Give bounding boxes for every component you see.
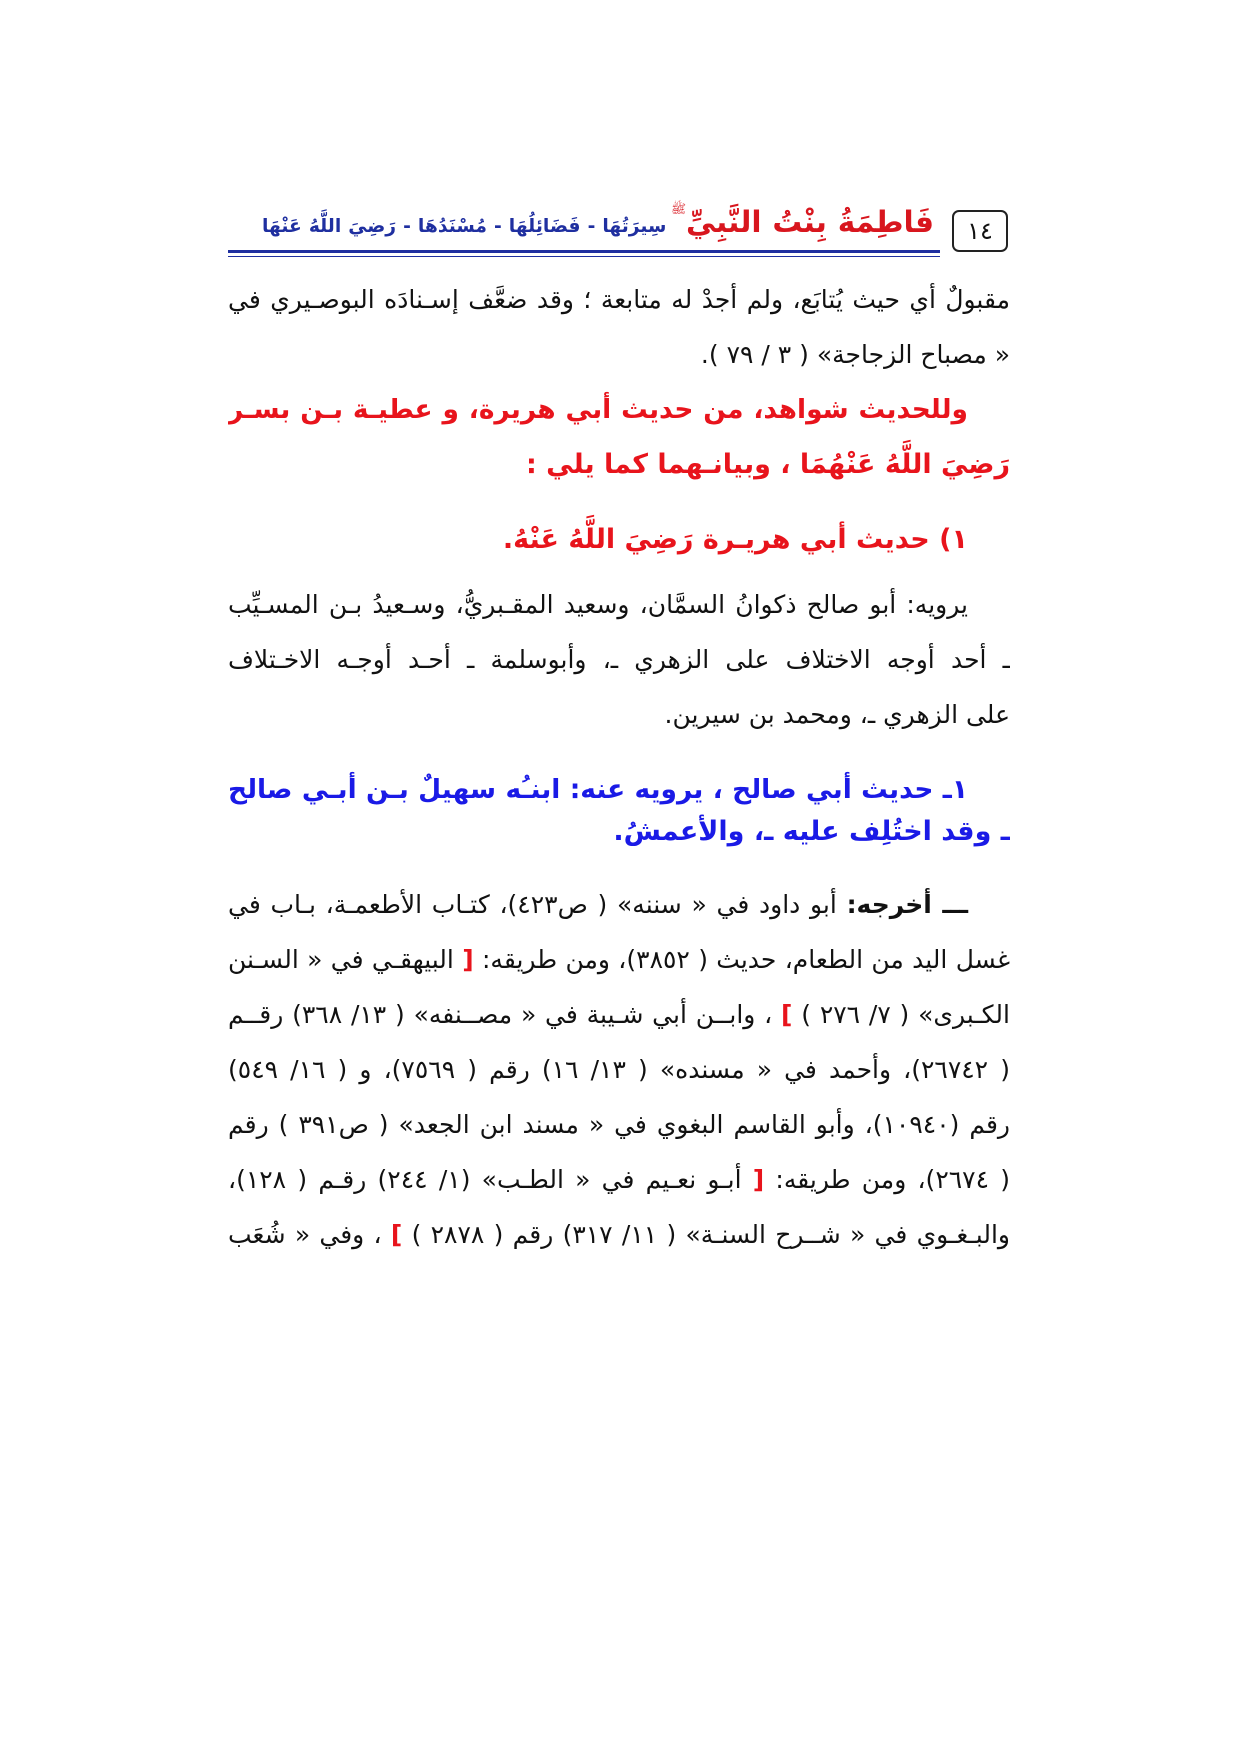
text-segment: والبـغـوي في « شــرح السنـة» ( ١١/ ٣١٧) رقم ( ٢٨٧٨ ) — [402, 1220, 1010, 1249]
title-subtitle: سِيرَتُهَا - فَضَائِلُهَا - مُسْنَدُهَا - رَضِيَ اللَّهُ عَنْهَا — [262, 216, 667, 237]
text-line: ( ٢٦٧٤٢)، وأحمد في « مسنده» ( ١٣/ ١٦) رقم ( ٧٥٦٩)، و ( ١٦/ ٥٤٩) — [228, 1055, 1010, 1084]
text-line: ـ أحد أوجه الاختلاف على الزهري ـ، وأبوسلمة ـ أحـد أوجـه الاخـتلاف — [228, 645, 1010, 674]
text-segment: ، وفي « شُعَب — [228, 1220, 391, 1249]
title-name: فَاطِمَةُ بِنْتُ النَّبِيِّ — [686, 204, 934, 239]
text-segment: البيهقـي في « السـنن — [228, 945, 463, 974]
open-bracket: [ — [462, 945, 474, 974]
subsection-heading-text: ١ـ حديث أبي صالح ، يرويه عنه: ابنـُه سهيلٌ بـن أبـي صالح — [228, 774, 968, 805]
honorific-mark: ﷺ — [670, 201, 687, 216]
text-line: « مصباح الزجاجة» ( ٣ / ٧٩ ). — [700, 340, 1010, 369]
text-segment: غسل اليد من الطعام، حديث ( ٣٨٥٢)، ومن طريقه: — [473, 945, 1010, 974]
subsection-heading — [228, 806, 1010, 858]
close-bracket: ] — [781, 1000, 793, 1029]
section-heading — [228, 514, 1010, 566]
text-line — [228, 934, 1010, 986]
text-line: مقبولٌ أي حيث يُتابَع، ولم أجدْ له متابعة ؛ وقد ضعَّف إسـنادَه البوصـيري في — [228, 285, 1010, 314]
text-line — [228, 879, 1010, 931]
running-title — [262, 194, 934, 250]
text-line — [228, 1209, 1010, 1261]
close-bracket: ] — [390, 1220, 403, 1249]
page-number: ١٤ — [952, 210, 1008, 252]
heading-line — [228, 439, 1010, 491]
text-segment: أبـو نعـيم في « الطـب» (١/ ٢٤٤) رقـم ( ١٢٨)، — [228, 1165, 753, 1194]
text-segment: ، وابــن أبي شـيبة في « مصــنفه» ( ١٣/ ٣٦٨) رقــم — [228, 1000, 782, 1029]
text-line — [228, 1154, 1010, 1206]
open-bracket: [ — [752, 1165, 765, 1194]
text-segment: ( ٢٦٧٤)، ومن طريقه: — [764, 1165, 1010, 1194]
text-segment: الكـبرى» ( ٧/ ٢٧٦ ) — [792, 1000, 1010, 1029]
section-heading-text: ١) حديث أبي هريـرة رَضِيَ اللَّهُ عَنْهُ. — [502, 524, 968, 555]
heading-text: وللحديث شواهد، من حديث أبي هريرة، و عطيـة بـن بسـر — [228, 394, 968, 425]
heading-text: رَضِيَ اللَّهُ عَنْهُمَا ، وبيانـهما كما يلي : — [525, 449, 1010, 480]
header-double-rule — [228, 250, 940, 257]
text-segment: أبو داود في « سننه» ( ص٤٢٣)، كتـاب الأطعمـة، بـاب في — [228, 890, 847, 919]
subsection-heading-text: ـ وقد اختُلِف عليه ـ، والأعمشُ. — [613, 816, 1010, 847]
text-line: يرويه: أبو صالح ذكوانُ السمَّان، وسعيد المقـبريُّ، وسـعيدُ بـن المسـيِّب — [228, 590, 968, 619]
text-line: رقم (١٠٩٤٠)، وأبو القاسم البغوي في « مسند ابن الجعد» ( ص٣٩١ ) رقم — [228, 1110, 1010, 1139]
text-line: على الزهري ـ، ومحمد بن سيرين. — [664, 700, 1010, 729]
heading-line — [228, 384, 1010, 436]
takhrij-lead: ـــ أخرجه: — [846, 890, 968, 919]
text-line — [228, 989, 1010, 1041]
